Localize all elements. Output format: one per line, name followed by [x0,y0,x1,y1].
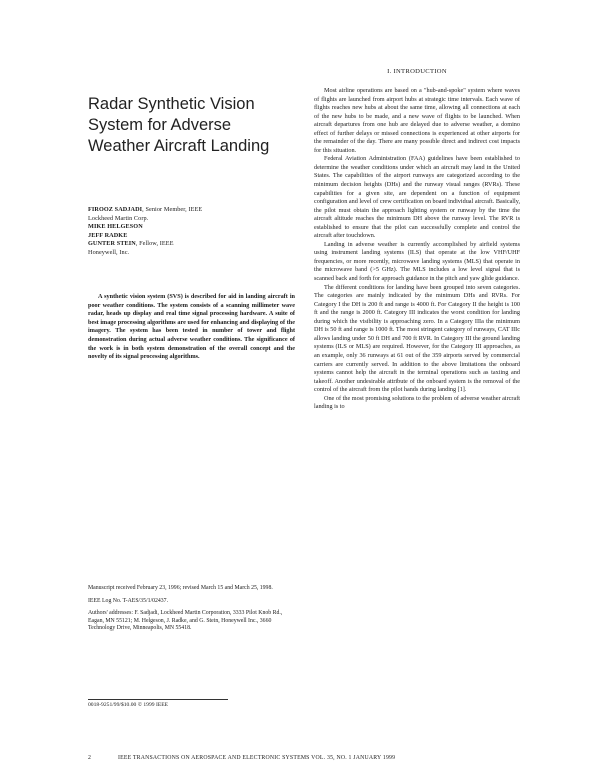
introduction-column [314,68,520,412]
author-line: JEFF RADKE [88,231,128,239]
section-heading: I. INTRODUCTION [387,68,447,75]
body-paragraph: Federal Aviation Administration (FAA) guidelines have been established to determine the weather conditions under which an aircraft may land in the United States. The capabilities of the airport runways are categorized according to the minimum decision heights (DHs) and the runway visual ranges (RVRs). These capabilities for a given site, are dependent on a function of equipment configuration and level of crew certification on board individual aircraft. Basically, the pilot must obtain the approach lighting system or runway by the time the aircraft altitude reaches the minimum DH above the runway level. The RVR is established to ensure that the pilot can successfully complete and control the aircraft after touchdown. [314,155,520,240]
body-paragraph: Landing in adverse weather is currently accomplished by airfield systems using instrument landing systems (ILS) that operate at the low VHF/UHF frequencies, or more recently, microwave landing systems (MLS) that operate in the microwave band (>5 GHz). The MLS includes a low level signal that is scanned back and forth for approach guidance in the pitch and yaw glide guidance. [314,240,520,283]
body-paragraph: Most airline operations are based on a "hub-and-spoke" system where waves of flights are launched from airport hubs at strategic time intervals. Each wave of flights reaches new hubs at about the same time, allowing all connections at each of the new hubs to be made, and a new wave of flights to be launched. When aircraft departures from one hub are delayed due to adverse weather, a domino effect of further delays or missed connections is experienced at other airports for the remainder of the day. There are many possible direct and indirect cost impacts for this situation. [314,87,520,154]
author-affiliation: Lockheed Martin Corp. [88,214,149,222]
author-affiliation: Honeywell, Inc. [88,248,130,256]
footnotes [88,585,295,638]
journal-line: IEEE TRANSACTIONS ON AEROSPACE AND ELECTRONIC SYSTEMS VOL. 35, NO. 1 JANUARY 1999 [118,755,396,761]
paper-title: Radar Synthetic Vision System for Adverse Weather Aircraft Landing [88,95,270,155]
page-number: 2 [88,755,92,761]
copyright: 0018-9251/99/$10.00 © 1999 IEEE [88,702,169,708]
abstract: A synthetic vision system (SVS) is described for aid in landing aircraft in poor weather conditions. The system consists of a scanning millimeter wave radar, heads up display and real time signal processing hardware. A suite of best image processing algorithms are used for enhancing and displaying of the imagery. The system has been tested in number of tower and flight demonstration during actual adverse weather conditions. The significance of the work is in both system demonstration of the overall concept and the novelty of its signal processing algorithms. [88,293,295,361]
footnote-received: Manuscript received February 23, 1996; revised March 15 and March 25, 1998. [88,585,273,591]
author-line: FIROOZ SADJADI, Senior Member, IEEE [88,206,203,213]
footnote-log: IEEE Log No. T-AES/35/1/02437. [88,597,169,604]
body-paragraph: The different conditions for landing have been grouped into seven categories. The categories are mainly indicated by the minimum DHs and RVRs. For Category I the DH is 200 ft and range is 4000 ft. For Category II the height is 100 ft and the range is 2000 ft. Category III indicates the worst condition for landing during which the visibility is approaching zero. In a Category IIIa the minimum DH is 50 ft and range is 1000 ft. The most stringent category of runways, CAT IIIc allows landing under 50 ft DH and 700 ft RVR. In Category III the ground landing systems (ILS or MLS) are required. However, for the Category III approaches, as an example, only 36 runways at 61 out of the 359 airports served by commercial carriers are currently served. In addition to the above limitations the onboard systems cannot help the aircraft in the terminal operations such as taxiing and takeoff. Another undesirable attribute of the onboard system is the removal of the control of the aircraft from the pilot hands during landing [1]. [314,283,520,394]
author-list [88,206,293,258]
footnote-addresses: Authors' addresses: F. Sadjadi, Lockheed Martin Corporation, 3333 Pilot Knob Rd., Eagan, MN 55121; M. Helgeson, J. Radke, and G. Stein, Honeywell Inc., 3660 Technology Drive, Minneapolis, MN 55418. [88,610,283,632]
copyright-rule [88,699,228,700]
title-block [88,94,293,157]
body-paragraph: One of the most promising solutions to the problem of adverse weather aircraft landing is to [314,394,520,411]
author-line: MIKE HELGESON [88,223,143,231]
author-line: GUNTER STEIN, Fellow, IEEE [88,240,174,248]
